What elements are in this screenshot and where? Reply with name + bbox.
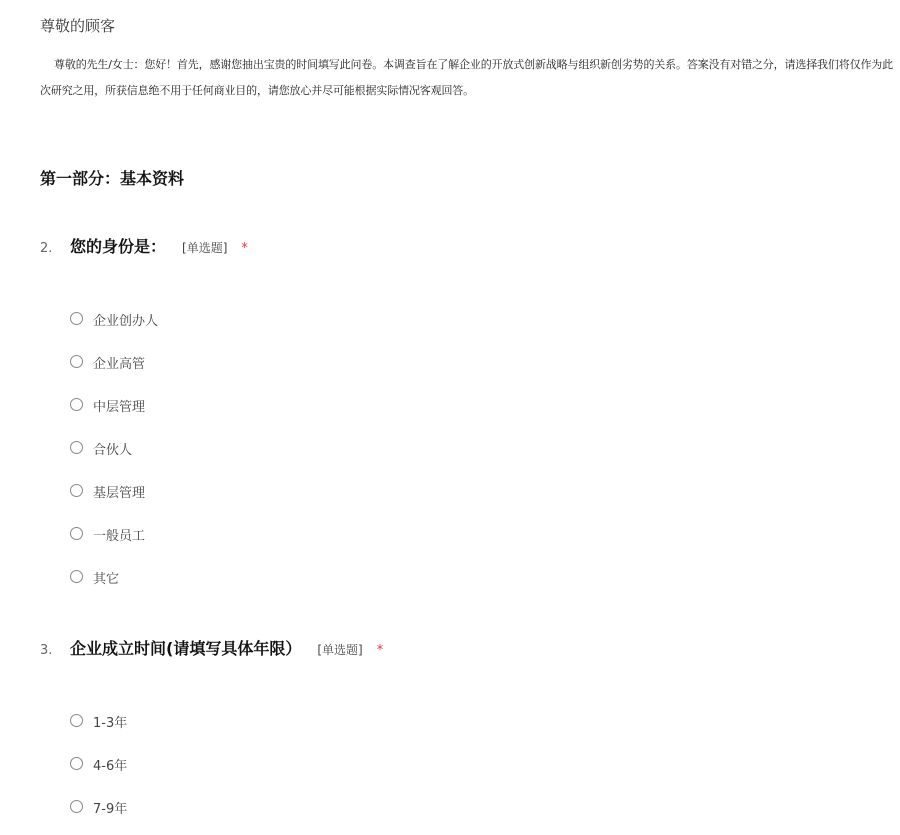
option-label: 企业高管 — [93, 357, 146, 372]
question-type-label: [单选题] — [317, 643, 363, 657]
question-type-label: [单选题] — [182, 241, 228, 255]
option-label: 7-9年 — [93, 802, 128, 817]
radio-button[interactable] — [70, 355, 83, 368]
option-list — [70, 706, 860, 835]
radio-button[interactable] — [70, 757, 83, 770]
option-label: 企业创办人 — [93, 314, 159, 329]
radio-button[interactable] — [70, 398, 83, 411]
greeting-heading: 尊敬的顾客 — [40, 17, 116, 35]
option-label: 1-3年 — [93, 716, 128, 731]
option-1-3-years[interactable] — [70, 706, 860, 749]
radio-button[interactable] — [70, 441, 83, 454]
option-other[interactable] — [70, 562, 860, 605]
option-7-9-years[interactable] — [70, 792, 860, 835]
radio-button[interactable] — [70, 570, 83, 583]
required-marker: * — [241, 241, 248, 256]
question-number: 2. — [40, 241, 53, 256]
option-label: 其它 — [93, 572, 120, 587]
radio-button[interactable] — [70, 484, 83, 497]
option-list — [70, 304, 860, 605]
question-title: 您的身份是： — [70, 237, 167, 256]
question-header — [40, 636, 860, 660]
question-identity — [40, 234, 860, 605]
radio-button[interactable] — [70, 800, 83, 813]
option-middle-manager[interactable] — [70, 390, 860, 433]
option-label: 4-6年 — [93, 759, 128, 774]
intro-paragraph: 尊敬的先生/女士：您好！首先，感谢您抽出宝贵的时间填写此问卷。本调查旨在了解企业的开放式创新战略与组织新创劣势的关系。答案没有对错之分，请选择我们将仅作为此次研究之用，所获信息绝不用于任何商业目的，请您放心并尽可能根据实际情况客观回答。 — [40, 58, 894, 97]
radio-button[interactable] — [70, 527, 83, 540]
option-label: 合伙人 — [93, 443, 133, 458]
radio-button[interactable] — [70, 312, 83, 325]
question-header — [40, 234, 860, 258]
option-4-6-years[interactable] — [70, 749, 860, 792]
required-marker: * — [376, 643, 384, 658]
option-executive[interactable] — [70, 347, 860, 390]
option-junior-manager[interactable] — [70, 476, 860, 519]
section-title: 第一部分：基本资料 — [40, 169, 185, 188]
option-founder[interactable] — [70, 304, 860, 347]
question-title: 企业成立时间(请填写具体年限） — [70, 639, 302, 658]
option-label: 基层管理 — [93, 486, 146, 501]
option-label: 中层管理 — [93, 400, 146, 415]
radio-button[interactable] — [70, 714, 83, 727]
question-number: 3. — [40, 643, 53, 658]
option-partner[interactable] — [70, 433, 860, 476]
option-employee[interactable] — [70, 519, 860, 562]
option-label: 一般员工 — [93, 529, 146, 544]
question-company-age — [40, 636, 860, 835]
